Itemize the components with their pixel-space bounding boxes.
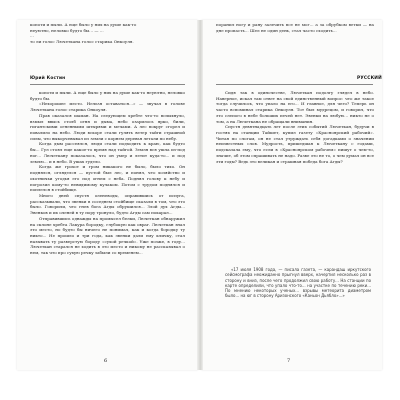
left-top-line: копоти и пыли. А еще было у них на душе как-то: [30, 22, 137, 27]
left-top-text: [30, 22, 185, 74]
right-page-number: 7: [287, 358, 291, 364]
paragraph: Прав оказался шаман. На следующем хребте что-то вспыхнуло, взмыл ввысь столб огня и дыма, небо озарилось ярко, били, гигантскими огненными штырями и мечами. А лес вокруг сгорел и повалило на небо. Люди вскоре стали гулять ветер тайги страшной силы, что выкорчевывал из земли с корнем деревья летали по небу.: [30, 112, 185, 141]
left-top-line: ...: [30, 33, 34, 39]
paragraph: Отправившись однажды на промысел белки, Лючеткан обнаружил на склоне хребта Лакура бородку, глубокую как овраг. Лючеткан знал это место, но будто бы ничего не понимал, как и когда бородку ту никто... Не прошло и три года, как эвенки дали ему кличку, стал называть ту разверстую бороду «сухой речкой». Уже позже, в году... Лючеткан старался не ходить в это место и никому не рассказывал о нем, так что про сухую речку забыли со временем...: [30, 215, 185, 256]
paragraph: Сидя так в одиночестве, Лючеткан подолгу глядел в небо. Наверное, искал там ответ на свой единственный вопрос: что же такое тогда случилось, что упало на его... И главное, для чего? Теперь он часто вспоминал старика Онкоуля. Тот был мудрецом, и говорил, что это слепого в небе больших печей нет. Эвенки на любую... никто не о том, а на Лючеткана не обращали внимания.: [216, 90, 374, 124]
book-gutter: [197, 20, 203, 370]
paragraph: Спустя девятнадцать лет после этих событий Лючеткан, будучи в гостях на станции Тайшет, купил газету «Красноярский рабочий». Читая по слогам, он не стал утруждать себя догадками о значении неизвестных слов. Мудрость, пришедшая к Лючеткану с годами, подсказала ему, что если в «Красноярском рабочем» пишут о чем-то, значит, об этом спрашивать не надо. Разве это не то, о чем думал он все эти годы? Ведь это великая и страшная победа бога Агды?: [216, 124, 374, 164]
right-head-rule: [216, 84, 373, 85]
newspaper-quote: [225, 267, 371, 351]
right-top-line: поранил ногу и рану залечить все не мог... а за обрубком ветки — на дне пропасть... Шел не один день, стал часто сходить...: [216, 22, 374, 33]
left-head-rule: [30, 84, 185, 85]
paragraph: «Нехорошее место. Нельзя оставаться...» — звучал в голове Лючеткана голос старика Онкоуля.: [30, 101, 185, 113]
left-top-line: неуютно, неловко будто бы... — ...: [30, 27, 104, 33]
left-page-number: 6: [104, 358, 108, 364]
right-page-body: [216, 90, 374, 262]
paragraph: Много дней спустя оленеводы, оправившись от испуга, рассказывали, что эвенки в соседнем стойбище сказали в том, что это было. Говорили, что гнев бога Агды обрушился... Злой дух Агды... Эвенков и их оленей в ту пору тронуло, будто Агды сам покарал...: [30, 192, 185, 216]
quote-paragraph: «17 июля 1908 года, — писала газета, — карандаш иркутского сейсмографа неожиданно прыгнул вверх, начертил несколько раз в сторону и вниз, после чего продолжил свою работу... На станции по карте определили, что упало что-то... на участке по течению реки... По мнению некоторых ученых... взрывы метеорита диаметром было... на юг в сторону Аризонского «Каньон Дьябло»...»: [225, 267, 371, 299]
right-top-text: [216, 22, 374, 74]
paragraph: Когда же грохот и гром никакого не было, было тихо. Он поднялся, огляделся — пустой был лес, и понял, что хозяйство и охотничьи угодья его под огнем с неба. Поднял голову к небу и погрозил кому-то невидимому кулаком. Потом с трудом поднялся и поплелся в стойбище.: [30, 164, 185, 193]
paragraph: Когда дым рассеялся, люди стали подходить к краю, как будто бы... Гул стоял еще какое-то время над тайгой. Земля вся ушла из-под ног... Лючеткану показалось, что он умер и летит куда-то... и под землю... и в небо. В ушах гудело.: [30, 141, 185, 164]
left-page-body: [30, 90, 185, 346]
left-running-head: Юрий Костин: [30, 76, 66, 81]
paragraph: копоти и пыли. А еще было у них на душе как-то неуютно, неловко будто бы.: [30, 90, 185, 101]
right-running-head: РУССКИЙ: [357, 76, 382, 81]
left-top-line: то ли голос Лючеткана голос старика Онкоуля.: [30, 38, 134, 44]
